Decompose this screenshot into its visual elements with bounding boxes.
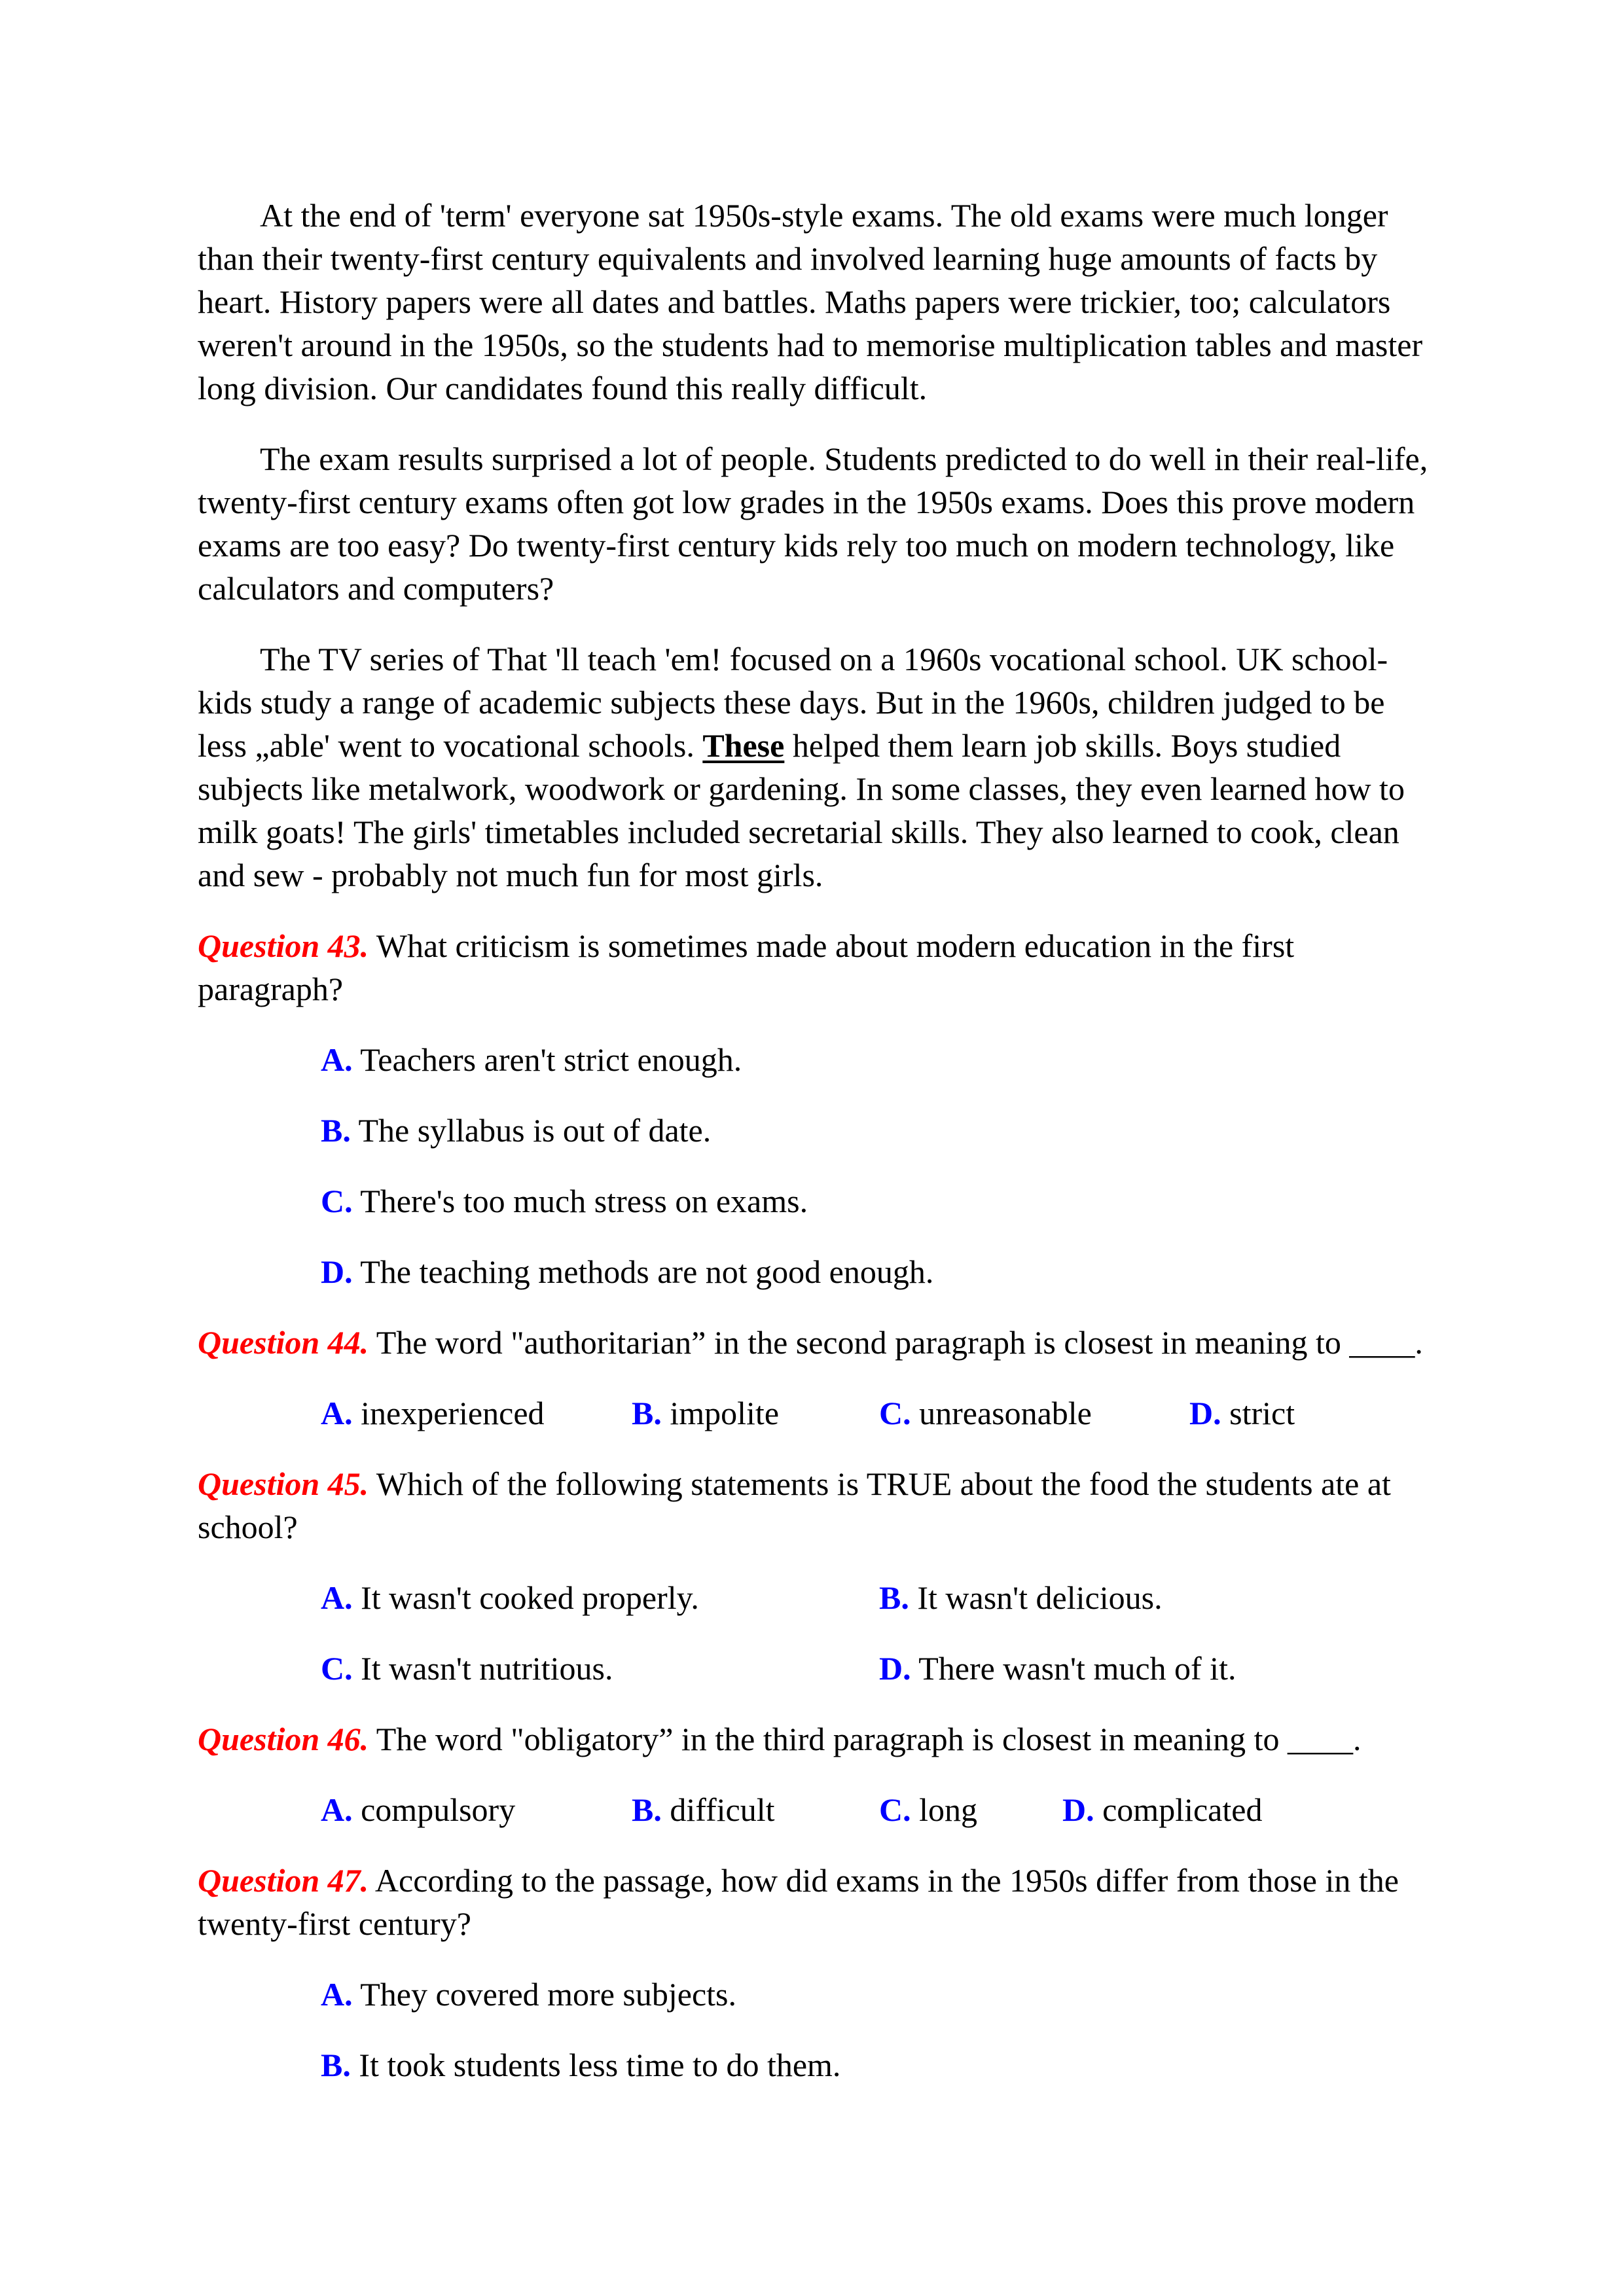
- option-label: D.: [879, 1650, 911, 1687]
- text-line: milk goats! The girls' timetables included secretarial skills. They also learned to cook, clean: [198, 814, 1399, 850]
- options-row: [198, 1788, 1441, 1831]
- option-label: A.: [321, 1791, 353, 1828]
- passage-paragraph-1: [198, 194, 1441, 410]
- option-text: There's too much stress on exams.: [352, 1183, 808, 1219]
- text-line: weren't around in the 1950s, so the students had to memorise multiplication tables and master: [198, 327, 1423, 363]
- text-line: and sew - probably not much fun for most girls.: [198, 857, 823, 893]
- question-text-continued: school?: [198, 1509, 298, 1545]
- option-b[interactable]: [198, 1109, 1441, 1152]
- option-label: A.: [321, 1041, 353, 1078]
- option-a[interactable]: [198, 1973, 1441, 2016]
- option-b[interactable]: [198, 2043, 1441, 2087]
- option-text: impolite: [661, 1395, 780, 1431]
- text-line: calculators and computers?: [198, 570, 554, 607]
- option-d[interactable]: [198, 1250, 1441, 1293]
- option-c[interactable]: [321, 1647, 613, 1690]
- option-label: A.: [321, 1579, 353, 1616]
- text-line: twenty-first century exams often got low grades in the 1950s exams. Does this prove modern: [198, 484, 1415, 520]
- question-45: [198, 1462, 1441, 1549]
- option-label: D.: [1189, 1395, 1221, 1431]
- option-b[interactable]: [632, 1788, 775, 1831]
- option-c[interactable]: [198, 1179, 1441, 1223]
- option-d[interactable]: [1189, 1391, 1295, 1435]
- option-text: The teaching methods are not good enough.: [352, 1253, 934, 1290]
- option-text: It took students less time to do them.: [350, 2047, 841, 2083]
- text-line: At the end of 'term' everyone sat 1950s-style exams. The old exams were much longer: [260, 197, 1388, 234]
- option-text: long: [911, 1791, 978, 1828]
- text-line-with-emphasis: [198, 724, 1441, 767]
- text-line: kids study a range of academic subjects these days. But in the 1960s, children judged to be: [198, 684, 1385, 721]
- question-label: Question 43.: [198, 927, 369, 964]
- option-label: B.: [321, 2047, 351, 2083]
- option-a[interactable]: [321, 1391, 545, 1435]
- question-text-continued: paragraph?: [198, 971, 344, 1007]
- option-b[interactable]: [879, 1576, 1163, 1619]
- question-line: [198, 1859, 1441, 1902]
- option-a[interactable]: [321, 1788, 515, 1831]
- option-text: Teachers aren't strict enough.: [352, 1041, 742, 1078]
- option-label: C.: [321, 1650, 353, 1687]
- text-line: exams are too easy? Do twenty-first century kids rely too much on modern technology, like: [198, 527, 1395, 564]
- text-line: heart. History papers were all dates and battles. Maths papers were trickier, too; calculators: [198, 283, 1391, 320]
- question-line: [198, 924, 1441, 967]
- option-c[interactable]: [879, 1788, 977, 1831]
- question-label: Question 47.: [198, 1862, 369, 1899]
- question-label: Question 44.: [198, 1324, 369, 1361]
- passage-paragraph-2: [198, 437, 1441, 610]
- emphasized-word: These: [702, 727, 785, 764]
- question-label: Question 46.: [198, 1721, 369, 1757]
- options-row: [198, 1391, 1441, 1435]
- option-label: C.: [321, 1183, 353, 1219]
- option-text: There wasn't much of it.: [911, 1650, 1236, 1687]
- question-label: Question 45.: [198, 1465, 369, 1502]
- option-label: B.: [321, 1112, 351, 1149]
- text-line: The TV series of That 'll teach 'em! focused on a 1960s vocational school. UK school-: [260, 641, 1388, 677]
- option-text: It wasn't cooked properly.: [352, 1579, 699, 1616]
- option-label: C.: [879, 1395, 911, 1431]
- question-47: [198, 1859, 1441, 1945]
- option-a[interactable]: [198, 1038, 1441, 1081]
- option-text: strict: [1221, 1395, 1295, 1431]
- exam-page: [198, 194, 1441, 2114]
- question-line: [198, 1321, 1441, 1364]
- options-row: [198, 1576, 1441, 1619]
- question-46: [198, 1717, 1441, 1761]
- question-line: [198, 1462, 1441, 1505]
- question-text: According to the passage, how did exams in the 1950s differ from those in the: [369, 1862, 1399, 1899]
- option-label: B.: [632, 1395, 662, 1431]
- option-label: B.: [632, 1791, 662, 1828]
- text-line: than their twenty-first century equivalents and involved learning huge amounts of facts by: [198, 240, 1378, 277]
- option-label: A.: [321, 1395, 353, 1431]
- question-text: The word "obligatory” in the third paragraph is closest in meaning to ____.: [369, 1721, 1362, 1757]
- option-label: D.: [321, 1253, 353, 1290]
- option-text: It wasn't nutritious.: [352, 1650, 613, 1687]
- option-label: A.: [321, 1976, 353, 2013]
- option-text: unreasonable: [911, 1395, 1092, 1431]
- question-line: [198, 1717, 1441, 1761]
- option-text: It wasn't delicious.: [909, 1579, 1163, 1616]
- option-text: The syllabus is out of date.: [350, 1112, 712, 1149]
- text-line: The exam results surprised a lot of people. Students predicted to do well in their real-life,: [260, 440, 1428, 477]
- question-text: What criticism is sometimes made about modern education in the first: [369, 927, 1295, 964]
- question-text: Which of the following statements is TRUE about the food the students ate at: [369, 1465, 1391, 1502]
- question-44: [198, 1321, 1441, 1364]
- question-text-continued: twenty-first century?: [198, 1905, 471, 1942]
- text-segment: helped them learn job skills. Boys studied: [784, 727, 1341, 764]
- option-text: difficult: [661, 1791, 775, 1828]
- options-row: [198, 1647, 1441, 1690]
- option-label: C.: [879, 1791, 911, 1828]
- text-line: long division. Our candidates found this really difficult.: [198, 370, 928, 406]
- option-text: complicated: [1094, 1791, 1263, 1828]
- question-text: The word "authoritarian” in the second paragraph is closest in meaning to ____.: [369, 1324, 1423, 1361]
- option-d[interactable]: [1062, 1788, 1262, 1831]
- question-43: [198, 924, 1441, 1011]
- option-b[interactable]: [632, 1391, 779, 1435]
- option-label: D.: [1062, 1791, 1094, 1828]
- text-segment: less „able' went to vocational schools.: [198, 727, 695, 764]
- option-text: compulsory: [352, 1791, 516, 1828]
- option-a[interactable]: [321, 1576, 699, 1619]
- option-d[interactable]: [879, 1647, 1236, 1690]
- passage-paragraph-3: [198, 637, 1441, 897]
- option-label: B.: [879, 1579, 909, 1616]
- option-text: They covered more subjects.: [352, 1976, 736, 2013]
- option-text: inexperienced: [352, 1395, 545, 1431]
- option-c[interactable]: [879, 1391, 1092, 1435]
- text-line: subjects like metalwork, woodwork or gardening. In some classes, they even learned how to: [198, 770, 1405, 807]
